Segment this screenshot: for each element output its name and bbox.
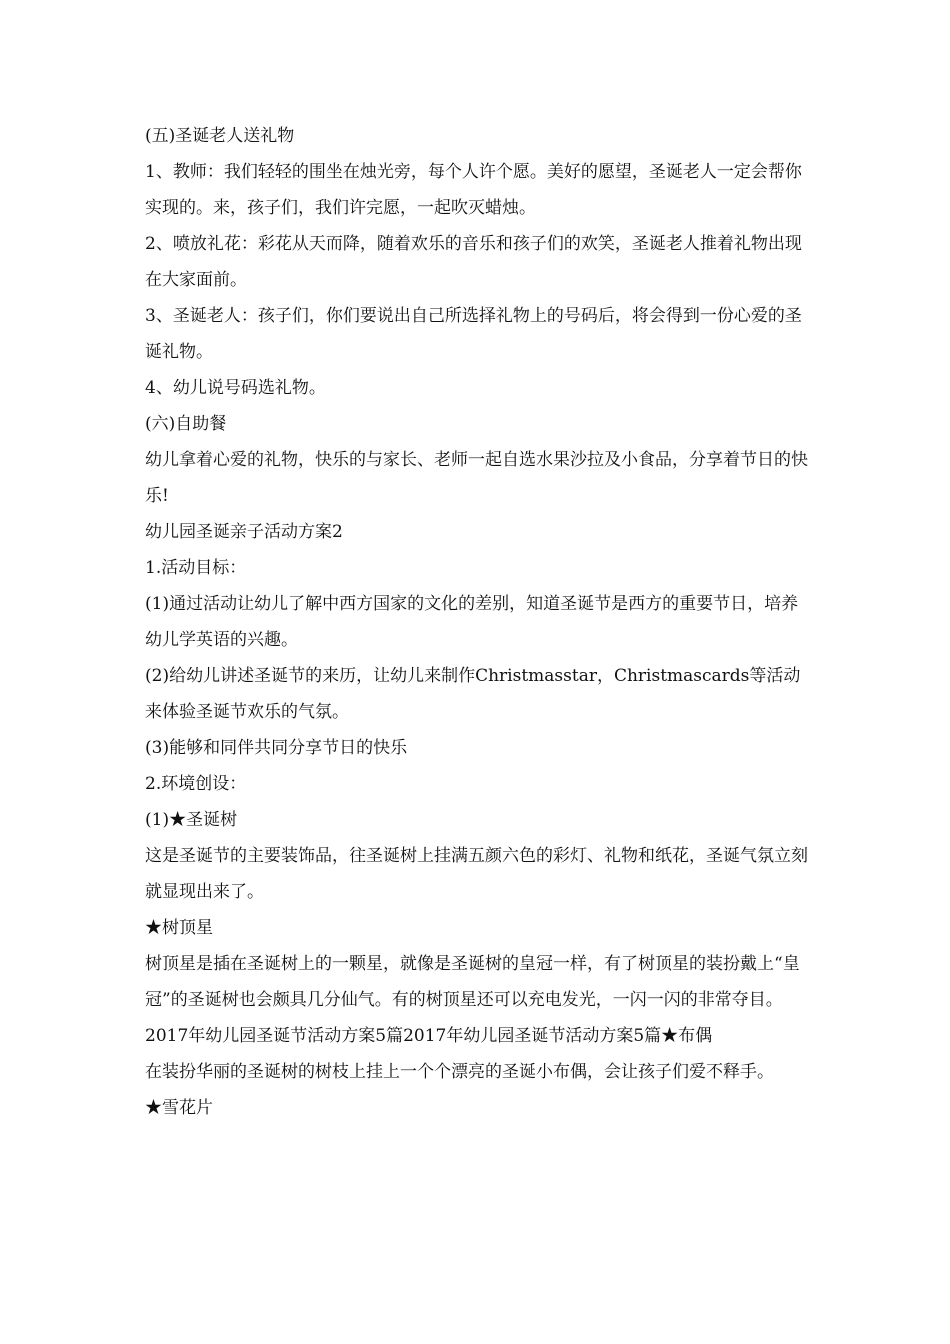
paragraph: 2017年幼儿园圣诞节活动方案5篇2017年幼儿园圣诞节活动方案5篇★布偶 bbox=[145, 1026, 713, 1046]
paragraph: 2、喷放礼花：彩花从天而降，随着欢乐的音乐和孩子们的欢笑，圣诞老人推着礼物出现在大家面前。 bbox=[145, 234, 802, 290]
paragraph: 1、教师：我们轻轻的围坐在烛光旁，每个人许个愿。美好的愿望，圣诞老人一定会帮你实现的。来，孩子们，我们许完愿，一起吹灭蜡烛。 bbox=[145, 162, 802, 218]
paragraph: 4、幼儿说号码选礼物。 bbox=[145, 378, 326, 398]
paragraph: (2)给幼儿讲述圣诞节的来历，让幼儿来制作Christmasstar，Christmascards等活动来体验圣诞节欢乐的气氛。 bbox=[145, 666, 801, 722]
paragraph: 3、圣诞老人：孩子们，你们要说出自己所选择礼物上的号码后，将会得到一份心爱的圣诞礼物。 bbox=[145, 306, 802, 362]
section-heading: 1.活动目标： bbox=[145, 558, 247, 578]
paragraph: 这是圣诞节的主要装饰品，往圣诞树上挂满五颜六色的彩灯、礼物和纸花，圣诞气氛立刻就显现出来了。 bbox=[145, 846, 808, 902]
paragraph: 树顶星是插在圣诞树上的一颗星，就像是圣诞树的皇冠一样，有了树顶星的装扮戴上“皇冠”的圣诞树也会颇具几分仙气。有的树顶星还可以充电发光，一闪一闪的非常夺目。 bbox=[145, 954, 800, 1010]
document-body bbox=[145, 118, 810, 1126]
item-heading: ★雪花片 bbox=[145, 1098, 213, 1118]
item-heading: ★树顶星 bbox=[145, 918, 213, 938]
paragraph: 在装扮华丽的圣诞树的树枝上挂上一个个漂亮的圣诞小布偶，会让孩子们爱不释手。 bbox=[145, 1062, 774, 1082]
document-subtitle: 幼儿园圣诞亲子活动方案2 bbox=[145, 522, 343, 542]
section-heading: 2.环境创设： bbox=[145, 774, 247, 794]
paragraph: (1)通过活动让幼儿了解中西方国家的文化的差别，知道圣诞节是西方的重要节日，培养幼儿学英语的兴趣。 bbox=[145, 594, 799, 650]
item-heading: (1)★圣诞树 bbox=[145, 810, 238, 830]
section-heading: (五)圣诞老人送礼物 bbox=[145, 126, 295, 146]
paragraph: 幼儿拿着心爱的礼物，快乐的与家长、老师一起自选水果沙拉及小食品，分享着节日的快乐! bbox=[145, 450, 808, 506]
paragraph: (3)能够和同伴共同分享节日的快乐 bbox=[145, 738, 408, 758]
section-heading: (六)自助餐 bbox=[145, 414, 227, 434]
